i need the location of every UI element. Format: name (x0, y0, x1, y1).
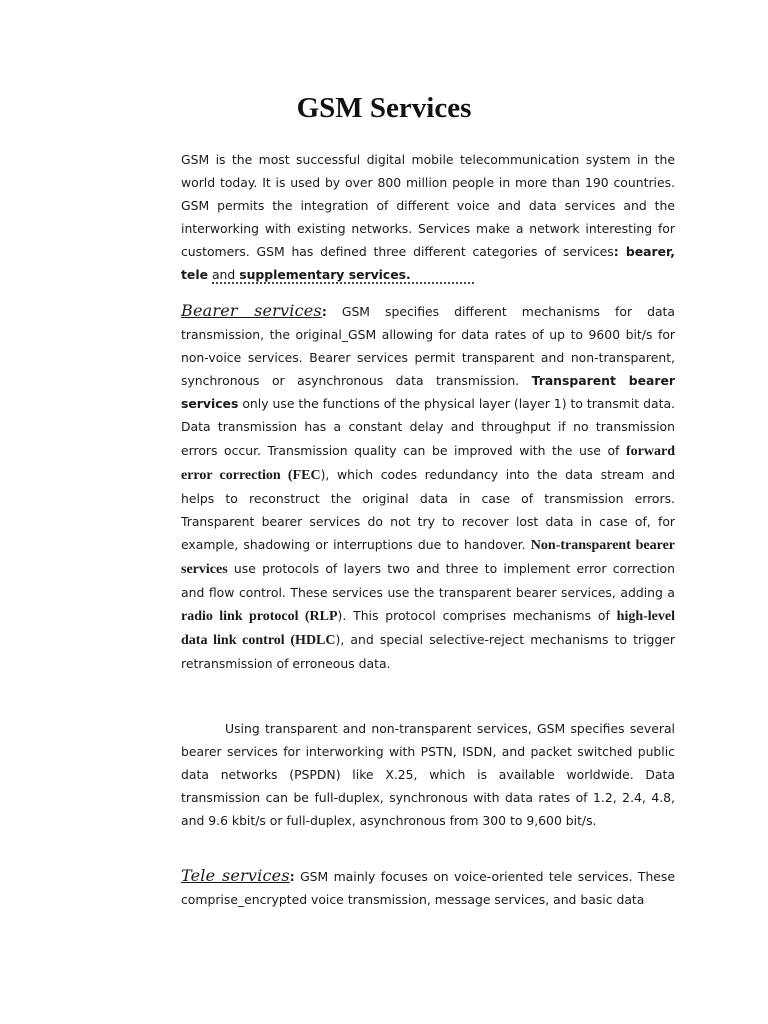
bearer-text-5: ). This protocol comprises mechanisms of (337, 608, 617, 624)
intro-paragraph (181, 148, 675, 287)
using-text: Using transparent and non-transparent services, GSM specifies several bearer services for interworking with PSTN, ISDN, and packet switched public data networks (PSPDN) like X.25, which is available worldwide. Data transmission can be full-duplex, synchronous with data rates of 1.2, 2.4, 4.8, and 9.6 kbit/s or full-duplex, asynchronous from 300 to 9,600 bit/s. (181, 721, 675, 829)
bearer-bold-rlp: radio link protocol (RLP (181, 609, 338, 625)
bearer-bold-hdlc: high-level data link control (HDLC (181, 609, 675, 649)
tele-paragraph (181, 864, 675, 911)
bearer-bold-transparent: Transparent bearer services (181, 373, 675, 412)
tele-heading: Tele services (181, 866, 290, 885)
bearer-text-2: only use the functions of the physical layer (layer 1) to transmit data. Data transmission has a constant delay and throughput if no transmission errors occur. Transmission quality can be improved with the use of (181, 396, 675, 458)
bearer-text-1: GSM specifies different mechanisms for data transmission, the original_GSM allowing for data rates of up to 9600 bit/s for non-voice services. Bearer services permit transparent and non-transparent, synchronous or asynchronous data transmission. (181, 304, 676, 389)
tele-colon: : (289, 869, 295, 884)
intro-underlined (212, 267, 474, 284)
bearer-paragraph (181, 299, 675, 676)
using-paragraph (181, 717, 675, 832)
bearer-text-4: use protocols of layers two and three to implement error correction and flow control. These services use the transparent bearer services, adding a (181, 561, 675, 601)
intro-supplementary: supplementary services. (239, 267, 411, 283)
bearer-text-6: ), and special selective-reject mechanisms to trigger retransmission of erroneous data. (181, 632, 675, 672)
intro-text: GSM is the most successful digital mobile telecommunication system in the world today. It is used by over 800 million people in more than 190 countries. GSM permits the integration of different voice and data services and the interworking with existing networks. Services make a network interesting for customers. GSM has defined three different categories of services (181, 152, 675, 260)
bearer-text-3: ), which codes redundancy into the data stream and helps to reconstruct the original data in case of transmission errors. Transparent bearer services do not try to recover lost data in case of, for example, shadowing or interruptions due to handover. (181, 466, 675, 552)
page-title: GSM Services (296, 92, 472, 124)
intro-categories: : bearer, tele (181, 244, 675, 283)
intro-trail (411, 267, 474, 282)
tele-text-1: GSM mainly focuses on voice-oriented tele services. These comprise_encrypted voice transmission, message services, and basic data (181, 869, 676, 908)
bearer-heading: Bearer services (181, 301, 322, 320)
bearer-colon: : (321, 304, 327, 319)
bearer-bold-nontransparent: Non-transparent bearer services (181, 537, 675, 578)
intro-and: and (211, 267, 240, 283)
bearer-bold-fec: forward error correction (FEC (181, 443, 675, 483)
